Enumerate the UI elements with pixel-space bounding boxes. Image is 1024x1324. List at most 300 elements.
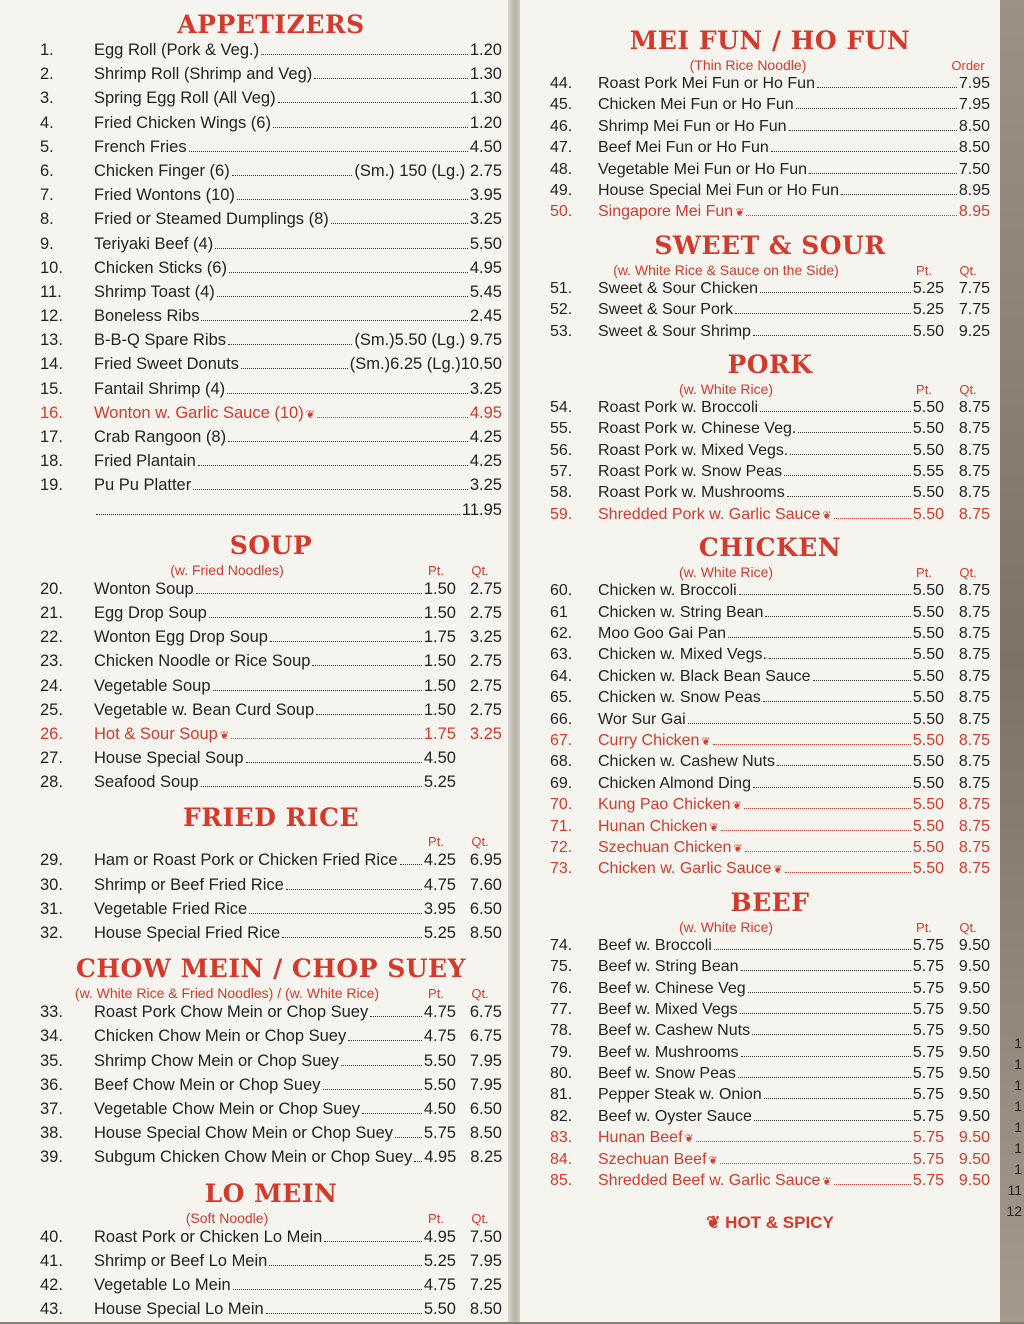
item-price-quart: 9.50	[944, 1022, 990, 1040]
item-number: 30.	[40, 876, 94, 895]
item-name: Chicken w. Black Bean Sauce	[598, 668, 811, 686]
item-number: 6.	[40, 162, 94, 181]
item-number: 73.	[550, 860, 598, 878]
dot-leader	[241, 368, 348, 369]
item-name: Chicken Noodle or Rice Soup	[94, 652, 310, 671]
menu-item	[40, 628, 502, 652]
menu-item	[40, 501, 502, 525]
item-name: Beef w. Oyster Sauce	[598, 1108, 752, 1126]
menu-item	[550, 775, 990, 796]
column-header-quart: Qt.	[946, 565, 990, 580]
item-number: 48.	[550, 161, 598, 179]
column-header-pint: Pt.	[414, 986, 458, 1001]
dot-leader	[348, 1040, 422, 1041]
item-price-quart: 8.50	[456, 1300, 502, 1319]
menu-item	[40, 924, 502, 948]
item-price: 8.50	[959, 139, 990, 157]
dot-leader	[362, 1113, 422, 1114]
dot-leader	[314, 78, 468, 79]
item-number: 13.	[40, 331, 94, 350]
edge-number: 12	[1006, 1203, 1022, 1219]
item-price-quart: 7.60	[456, 876, 502, 895]
item-price: 5.75	[913, 1001, 944, 1019]
dot-leader	[231, 738, 422, 739]
dot-leader	[233, 1289, 422, 1290]
item-number: 5.	[40, 138, 94, 157]
menu-item	[40, 41, 502, 65]
dot-leader	[232, 175, 353, 176]
item-name: Shrimp Mei Fun or Ho Fun	[598, 118, 787, 136]
section-title: APPETIZERS	[40, 10, 502, 39]
item-price-quart: 9.50	[944, 1172, 990, 1190]
item-name: Beef w. Mushrooms	[598, 1044, 739, 1062]
item-name: Beef w. String Bean	[598, 958, 739, 976]
dot-leader	[752, 1034, 911, 1035]
section-note: (w. White Rice)	[550, 381, 902, 397]
section-note: (w. White Rice)	[550, 919, 902, 935]
item-name: House Special Fried Rice	[94, 924, 280, 943]
menu-item	[550, 1086, 990, 1107]
item-price: 5.50	[913, 775, 944, 793]
item-name: Fried Plantain	[94, 452, 196, 471]
section-subheader	[550, 564, 990, 580]
column-header-quart: Qt.	[946, 920, 990, 935]
section-note: (w. White Rice & Fried Noodles) / (w. White Rice)	[40, 985, 414, 1001]
menu-item	[550, 399, 990, 420]
item-number: 7.	[40, 186, 94, 205]
item-price: 4.50	[424, 749, 456, 768]
item-price: 5.75	[913, 1108, 944, 1126]
item-price-quart: 9.50	[944, 937, 990, 955]
dot-leader	[728, 637, 911, 638]
menu-item	[550, 1172, 990, 1193]
item-price: 5.50	[913, 506, 944, 524]
menu-item	[40, 701, 502, 725]
dot-leader	[215, 248, 468, 249]
menu-item	[40, 380, 502, 404]
item-name: Roast Pork w. Chinese Veg.	[598, 420, 796, 438]
item-number: 67.	[550, 732, 598, 750]
item-price: 5.50	[913, 839, 944, 857]
section-title: BEEF	[550, 888, 990, 917]
menu-item	[40, 652, 502, 676]
item-price-quart: 8.75	[944, 796, 990, 814]
item-number: 47.	[550, 139, 598, 157]
dot-leader	[834, 1184, 911, 1185]
item-price: 1.50	[424, 677, 456, 696]
item-price: 1.50	[424, 604, 456, 623]
menu-item	[550, 442, 990, 463]
item-name: Curry Chicken	[598, 732, 699, 750]
item-number: 32.	[40, 924, 94, 943]
item-price: 1.20	[470, 114, 502, 133]
section-subheader	[550, 262, 990, 278]
item-name: Beef w. Chinese Veg	[598, 980, 746, 998]
item-price-quart: 8.75	[944, 420, 990, 438]
dot-leader	[323, 1089, 422, 1090]
item-price: 11.95	[462, 501, 502, 520]
item-number: 62.	[550, 625, 598, 643]
item-name: Szechuan Beef	[598, 1151, 707, 1169]
menu-item	[40, 476, 502, 500]
item-price-quart: 8.75	[944, 839, 990, 857]
item-number: 50.	[550, 203, 598, 221]
item-price-quart: 9.50	[944, 1108, 990, 1126]
item-price-quart: 9.50	[944, 1129, 990, 1147]
menu-item	[40, 1300, 502, 1324]
item-number: 78.	[550, 1022, 598, 1040]
item-name: Wonton Soup	[94, 580, 194, 599]
menu-right-page	[520, 0, 1000, 1322]
dot-leader	[753, 787, 911, 788]
item-price-quart: 3.25	[456, 628, 502, 647]
menu-item	[550, 937, 990, 958]
item-name: Roast Pork Mei Fun or Ho Fun	[598, 75, 815, 93]
item-price-quart: 7.95	[456, 1052, 502, 1071]
dot-leader	[229, 272, 468, 273]
dot-leader	[269, 1265, 422, 1266]
item-price-quart: 8.75	[944, 625, 990, 643]
item-name: Spring Egg Roll (All Veg)	[94, 89, 276, 108]
item-number: 25.	[40, 701, 94, 720]
item-price: 5.75	[913, 937, 944, 955]
item-price: 5.45	[470, 283, 502, 302]
menu-item	[550, 1044, 990, 1065]
item-number: 68.	[550, 753, 598, 771]
item-price: 5.50	[913, 689, 944, 707]
item-number: 56.	[550, 442, 598, 460]
item-price: 5.25	[424, 1252, 456, 1271]
section-title: PORK	[550, 350, 990, 379]
item-price: 5.75	[913, 1129, 944, 1147]
item-price: 4.95	[424, 1228, 456, 1247]
item-price-quart: 8.75	[944, 860, 990, 878]
dot-leader	[765, 616, 910, 617]
item-price: 4.95	[470, 259, 502, 278]
dot-leader	[798, 432, 911, 433]
item-price: 8.95	[959, 182, 990, 200]
dot-leader	[744, 808, 911, 809]
column-header-quart: Qt.	[458, 834, 502, 849]
section-subheader	[550, 381, 990, 397]
menu-item	[40, 89, 502, 113]
menu-left-page	[0, 0, 512, 1322]
menu-item	[550, 860, 990, 881]
menu-item	[550, 75, 990, 96]
column-header-pint: Pt.	[902, 263, 946, 278]
item-name: Chicken Almond Ding	[598, 775, 751, 793]
item-name: Sweet & Sour Chicken	[598, 280, 758, 298]
item-name: Hot & Sour Soup	[94, 725, 218, 744]
dot-leader	[741, 1056, 911, 1057]
item-price: 1.50	[424, 701, 456, 720]
item-number: 42.	[40, 1276, 94, 1295]
item-name: Shrimp or Beef Lo Mein	[94, 1252, 267, 1271]
item-price: 5.75	[913, 1044, 944, 1062]
item-price: 4.50	[424, 1100, 456, 1119]
edge-number: 1	[1014, 1161, 1022, 1177]
item-number: 18.	[40, 452, 94, 471]
dot-leader	[370, 1016, 422, 1017]
item-price: 5.50	[913, 753, 944, 771]
item-price: 5.75	[913, 1086, 944, 1104]
item-price-quart: 8.50	[456, 1124, 502, 1143]
item-price-quart: 6.95	[456, 851, 502, 870]
item-number: 34.	[40, 1027, 94, 1046]
item-number: 23.	[40, 652, 94, 671]
item-price: 4.50	[470, 138, 502, 157]
dot-leader	[196, 593, 422, 594]
item-number: 53.	[550, 323, 598, 341]
dot-leader	[769, 658, 911, 659]
item-number: 80.	[550, 1065, 598, 1083]
chili-pepper-icon: ❦	[822, 509, 831, 522]
item-price: 5.75	[913, 980, 944, 998]
dot-leader	[237, 199, 468, 200]
dot-leader	[282, 937, 422, 938]
item-price: 5.50	[913, 646, 944, 664]
item-price: 5.50	[913, 323, 944, 341]
item-number: 55.	[550, 420, 598, 438]
dot-leader	[841, 194, 957, 195]
item-name: Chicken w. Broccoli	[598, 582, 737, 600]
menu-item	[550, 796, 990, 817]
dot-leader	[316, 714, 422, 715]
menu-item	[40, 749, 502, 773]
item-name: Chicken Sticks (6)	[94, 259, 227, 278]
section-subheader	[40, 985, 502, 1001]
dot-leader	[813, 680, 911, 681]
item-name: Vegetable w. Bean Curd Soup	[94, 701, 314, 720]
item-name: Roast Pork w. Mixed Vegs.	[598, 442, 788, 460]
item-name: Singapore Mei Fun	[598, 203, 733, 221]
item-price-quart: 8.75	[944, 442, 990, 460]
item-number: 4.	[40, 114, 94, 133]
menu-item	[40, 1148, 502, 1172]
dot-leader	[270, 641, 422, 642]
item-price-quart: 9.50	[944, 1086, 990, 1104]
item-number: 64.	[550, 668, 598, 686]
item-price: 5.75	[913, 1065, 944, 1083]
item-number: 45.	[550, 96, 598, 114]
item-price: 5.75	[424, 1124, 456, 1143]
item-price-quart: 8.75	[944, 753, 990, 771]
section-pork	[550, 350, 990, 527]
item-number: 11.	[40, 283, 94, 302]
item-price: 4.95	[470, 404, 502, 423]
menu-item	[40, 283, 502, 307]
item-price-quart: 2.75	[456, 604, 502, 623]
section-subheader	[40, 562, 502, 578]
dot-leader	[688, 723, 911, 724]
item-number: 10.	[40, 259, 94, 278]
item-name: Chicken w. String Bean	[598, 604, 763, 622]
item-price: 5.50	[424, 1300, 456, 1319]
item-number: 17.	[40, 428, 94, 447]
item-price: 4.25	[470, 452, 502, 471]
menu-item	[550, 582, 990, 603]
item-price-quart: 6.50	[456, 1100, 502, 1119]
column-header-quart: Qt.	[946, 263, 990, 278]
item-name: Egg Drop Soup	[94, 604, 207, 623]
item-price: 4.95	[424, 1148, 456, 1167]
menu-item	[550, 139, 990, 160]
item-price: 5.75	[913, 1022, 944, 1040]
section-subheader	[40, 834, 502, 849]
item-name: Hunan Beef	[598, 1129, 683, 1147]
item-price: 5.50	[913, 732, 944, 750]
item-price-quart: 8.25	[456, 1148, 502, 1167]
dot-leader	[714, 949, 911, 950]
chili-pepper-icon: ❦	[735, 206, 744, 219]
dot-leader	[696, 1141, 911, 1142]
item-number: 33.	[40, 1003, 94, 1022]
item-price: 5.55	[913, 463, 944, 481]
item-name: Egg Roll (Pork & Veg.)	[94, 41, 259, 60]
section-soup	[40, 531, 502, 798]
section-title: SOUP	[40, 531, 502, 560]
item-name: Shredded Pork w. Garlic Sauce	[598, 506, 820, 524]
chili-pepper-icon: ❦	[685, 1132, 694, 1145]
item-number: 74.	[550, 937, 598, 955]
chili-pepper-icon: ❦	[822, 1175, 831, 1188]
item-price: 7.50	[959, 161, 990, 179]
item-number: 26.	[40, 725, 94, 744]
menu-item	[40, 404, 502, 428]
menu-item	[550, 301, 990, 322]
item-name: Shrimp Toast (4)	[94, 283, 215, 302]
item-price-quart: 7.75	[944, 280, 990, 298]
menu-item	[550, 1151, 990, 1172]
section-fried-rice	[40, 803, 502, 948]
section-note: (w. White Rice & Sauce on the Side)	[550, 262, 902, 278]
item-number: 75.	[550, 958, 598, 976]
menu-item	[40, 1228, 502, 1252]
item-price-quart: 8.75	[944, 582, 990, 600]
column-header-pint: Pt.	[902, 920, 946, 935]
item-name: Pu Pu Platter	[94, 476, 191, 495]
item-price-quart: 6.50	[456, 900, 502, 919]
item-number: 22.	[40, 628, 94, 647]
item-number: 76.	[550, 980, 598, 998]
item-price: (Sm.)6.25 (Lg.)10.50	[350, 355, 502, 374]
item-price: 4.75	[424, 1003, 456, 1022]
chili-pepper-icon: ❦	[709, 821, 718, 834]
item-price-quart: 8.50	[456, 924, 502, 943]
item-price-quart: 8.75	[944, 689, 990, 707]
item-price-quart: 8.75	[944, 646, 990, 664]
item-price-quart: 7.75	[944, 301, 990, 319]
item-number: 61	[550, 604, 598, 622]
menu-item	[550, 958, 990, 979]
item-number: 70.	[550, 796, 598, 814]
legend-label: HOT & SPICY	[725, 1213, 834, 1232]
item-number: 40.	[40, 1228, 94, 1247]
chili-pepper-icon: ❦	[709, 1154, 718, 1167]
column-header-quart: Qt.	[458, 563, 502, 578]
item-price: 5.50	[913, 604, 944, 622]
item-price: 3.25	[470, 210, 502, 229]
item-price-quart: 9.50	[944, 1151, 990, 1169]
item-number: 72.	[550, 839, 598, 857]
item-price: 5.50	[913, 796, 944, 814]
dot-leader	[740, 1013, 911, 1014]
column-header-quart: Qt.	[458, 1211, 502, 1226]
item-name: Chicken w. Cashew Nuts	[598, 753, 775, 771]
dot-leader	[189, 151, 468, 152]
item-number: 69.	[550, 775, 598, 793]
menu-item	[40, 1052, 502, 1076]
item-number: 31.	[40, 900, 94, 919]
menu-item	[550, 280, 990, 301]
dot-leader	[201, 320, 467, 321]
section-note: (w. Fried Noodles)	[40, 562, 414, 578]
item-price: 5.50	[913, 625, 944, 643]
item-price-quart: 8.75	[944, 668, 990, 686]
item-name: Chicken w. Garlic Sauce	[598, 860, 771, 878]
dot-leader	[784, 475, 911, 476]
item-number: 85.	[550, 1172, 598, 1190]
item-name: House Special Lo Mein	[94, 1300, 264, 1319]
item-price: 1.50	[424, 652, 456, 671]
item-price: 3.95	[470, 186, 502, 205]
item-name: Chicken w. Mixed Vegs.	[598, 646, 767, 664]
item-price-quart: 9.50	[944, 1065, 990, 1083]
menu-item	[550, 668, 990, 689]
next-page-edge	[1000, 0, 1024, 1322]
menu-item	[40, 876, 502, 900]
item-name: Vegetable Soup	[94, 677, 211, 696]
item-price: 4.25	[424, 851, 456, 870]
dot-leader	[312, 665, 421, 666]
column-header-quart: Qt.	[458, 986, 502, 1001]
item-name: Beef w. Broccoli	[598, 937, 712, 955]
edge-number: 1	[1014, 1077, 1022, 1093]
menu-item	[550, 484, 990, 505]
section-mei-fun	[550, 26, 990, 225]
dot-leader	[817, 87, 957, 88]
item-price: 1.30	[470, 65, 502, 84]
section-subheader	[550, 919, 990, 935]
chili-pepper-icon: ❦	[306, 408, 315, 421]
item-number: 35.	[40, 1052, 94, 1071]
dot-leader	[771, 151, 957, 152]
dot-leader	[721, 830, 911, 831]
dot-leader	[763, 701, 911, 702]
dot-leader	[738, 1077, 911, 1078]
item-number: 65.	[550, 689, 598, 707]
dot-leader	[266, 1313, 422, 1314]
section-subheader	[550, 57, 990, 73]
edge-number: 1	[1014, 1098, 1022, 1114]
column-header-pint: Pt.	[414, 834, 458, 849]
dot-leader	[785, 872, 911, 873]
section-title: CHICKEN	[550, 533, 990, 562]
item-price: 1.20	[470, 41, 502, 60]
item-name: Chicken Mei Fun or Ho Fun	[598, 96, 794, 114]
dot-leader	[764, 1098, 911, 1099]
item-name: House Special Chow Mein or Chop Suey	[94, 1124, 393, 1143]
item-name: Crab Rangoon (8)	[94, 428, 226, 447]
item-price: 5.50	[424, 1052, 456, 1071]
menu-item	[40, 210, 502, 234]
item-price: (Sm.) 150 (Lg.) 2.75	[354, 162, 502, 181]
menu-item	[40, 773, 502, 797]
menu-item	[40, 235, 502, 259]
dot-leader	[273, 127, 468, 128]
item-price-quart: 7.25	[456, 1276, 502, 1295]
item-name: Chicken Chow Mein or Chop Suey	[94, 1027, 346, 1046]
